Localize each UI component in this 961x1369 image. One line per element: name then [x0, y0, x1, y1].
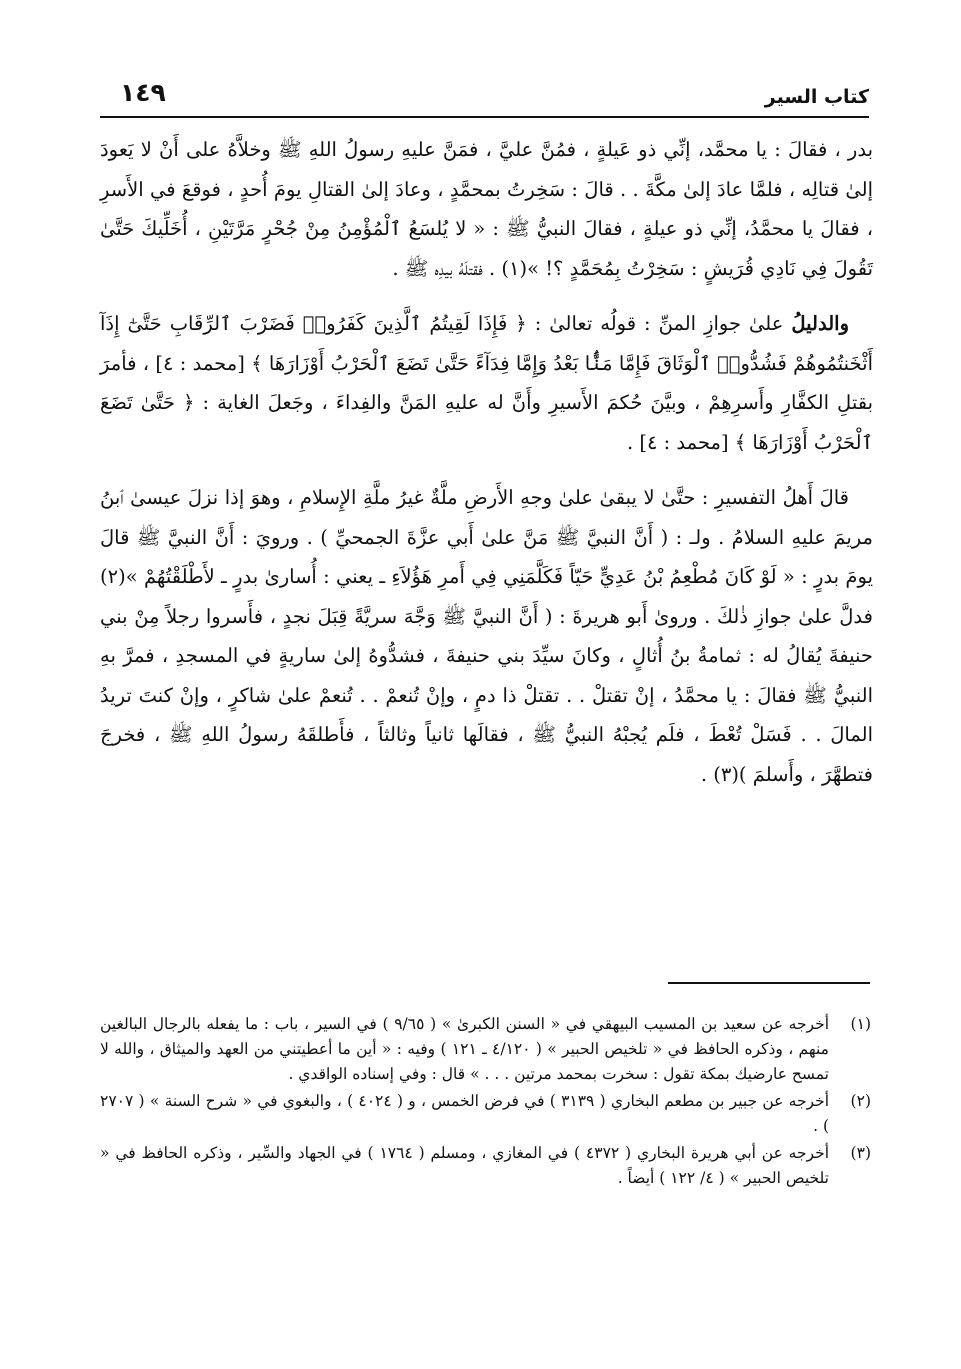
footnote-1 [100, 1012, 871, 1087]
footnote-number: (٢) [850, 1092, 871, 1110]
footnote-text: أخرجه عن جبير بن مطعم البخاري ( ٣١٣٩ ) في فرض الخمس ، و ( ٤٠٢٤ ) ، والبغوي في « شرح السنة » ( ٢٧٠٧ ) . [100, 1092, 829, 1135]
footnote-divider [668, 982, 870, 984]
page-number: ١٤٩ [120, 78, 166, 107]
main-text [100, 130, 873, 810]
paragraph-3: قالَ أَهلُ التفسيرِ : حتَّىٰ لا يبقىٰ علىٰ وجهِ الأَرضِ ملَّةٌ غيرُ ملَّةِ الإِسلامِ ، وهوَ إذا نزلَ عيسىٰ ٱبنُ مريمَ عليهِ السلامُ . ولـ : ( أَنَّ النبيَّ ﷺ مَنَّ علىٰ أَبي عزَّةَ الجمحيِّ ) . ورويَ : أَنَّ النبيَّ ﷺ قالَ يومَ بدرٍ : « لَوْ كَانَ مُطْعِمُ بْنُ عَدِيٍّ حَيّاً فَكَلَّمَنِي فِي أَمرِ هَؤُلاَءِ ـ يعني : أُسارىٰ بدرٍ ـ لأَطْلَقْتُهُمْ »(٢) فدلَّ علىٰ جوازِ ذٰلكَ . وروىٰ أَبو هريرةَ : ( أَنَّ النبيَّ ﷺ وَجَّهَ سريَّةً قِبَلَ نجدٍ ، فأَسروا رجلاً مِنْ بني حنيفةَ يُقالُ له : ثمامةُ بنُ أُثالٍ ، وكانَ سيِّدَ بني حنيفةَ ، فشدُّوهُ إلىٰ ساريةٍ في المسجدِ ، فمرَّ بهِ النبيُّ ﷺ فقالَ : يا محمَّدُ ، إنْ تقتلْ . . تقتلْ ذا دمٍ ، وإنْ تُنعمْ . . تُنعمْ علىٰ شاكرٍ ، وإنْ كنتَ تريدُ المالَ . . فَسَلْ تُعْطَ ، فلَم يُجبْهُ النبيُّ ﷺ ، فقالَها ثانياً وثالثاً ، فأَطلقَهُ رسولُ اللهِ ﷺ ، فخرجَ فتطهَّرَ ، وأَسلمَ )(٣) . [100, 486, 873, 786]
paragraph-1: بدر ، فقالَ : يا محمَّد، إنِّي ذو عَيلةٍ ، فمُنَّ عليَّ ، فمَنَّ عليهِ رسولُ اللهِ ﷺ وخلاَّهُ على أَنْ لا يَعودَ إلىٰ قتالِه ، فلمَّا عادَ إلىٰ مكَّةَ . . قالَ : سَخِرتُ بمحمَّدٍ ، وعادَ إلىٰ القتالِ يومَ أُحدٍ ، فوقعَ في الأَسرِ ، فقالَ يا محمَّدُ، إنِّي ذو عيلةٍ ، فقالَ النبيُّ ﷺ : « لا يُلسَعُ ٱلْمُؤْمِنُ مِنْ جُحْرٍ مَرَّتَيْنِ ، أُخَلِّيكَ حَتَّىٰ تَقُولَ فِي نَادِي قُرَيشٍ : سَخِرْتُ بِمُحَمَّدٍ ؟! »(١) . فقتلَهُ بيدِه ﷺ . [100, 138, 873, 280]
paragraph-2 [100, 304, 873, 462]
footnotes [100, 1012, 871, 1193]
footnote-number: (٣) [850, 1144, 871, 1162]
paragraph-2-text: علىٰ جوازِ المنِّ : قولُه تعالىٰ : ﴿ فَإِذَا لَقِيتُمُ ٱلَّذِينَ كَفَرُوا۟ فَضَرْبَ ٱلرِّقَابِ حَتَّىٰٓ إِذَآ أَثْخَنتُمُوهُمْ فَشُدُّوا۟ ٱلْوَثَاقَ فَإِمَّا مَنًّۢا بَعْدُ وَإِمَّا فِدَآءً حَتَّىٰ تَضَعَ ٱلْحَرْبُ أَوْزَارَهَا ﴾ [محمد : ٤] ، فأمرَ بقتلِ الكفَّارِ وأَسرِهِمْ ، وبيَّنَ حُكمَ الأَسيرِ وأَنَّ له عليهِ المَنَّ والفِداءَ ، وجَعلَ الغاية : ﴿ حَتَّىٰ تَضَعَ ٱلْحَرْبُ أَوْزَارَهَا ﴾ [محمد : ٤] . [100, 312, 873, 454]
paragraph-2-lead: والدليلُ [791, 312, 849, 335]
footnote-3 [100, 1141, 871, 1191]
footnote-text: أخرجه عن سعيد بن المسيب البيهقي في « السنن الكبرىٰ » ( ٩/٦٥ ) في السير ، باب : ما يفعله بالرجال البالغين منهم ، وذكره الحافظ في « تلخيص الحبير » ( ٤/١٢٠ ـ ١٢١ ) وفيه : « أين ما أعطيتني من العهد والميثاق ، والله لا تمسح عارضيك بمكة تقول : سخرت بمحمد مرتين . . . » قال : وفي إسناده الواقدي . [100, 1015, 829, 1083]
page-header [100, 78, 869, 118]
running-title: كتاب السير [764, 86, 869, 108]
footnote-number: (١) [850, 1015, 871, 1033]
footnote-2 [100, 1089, 871, 1139]
footnote-text: أخرجه عن أبي هريرة البخاري ( ٤٣٧٢ ) في المغازي ، ومسلم ( ١٧٦٤ ) في الجهاد والسِّير ، وذكره الحافظ في « تلخيص الحبير » ( ٤/ ١٢٢ ) أيضاً . [100, 1144, 829, 1187]
